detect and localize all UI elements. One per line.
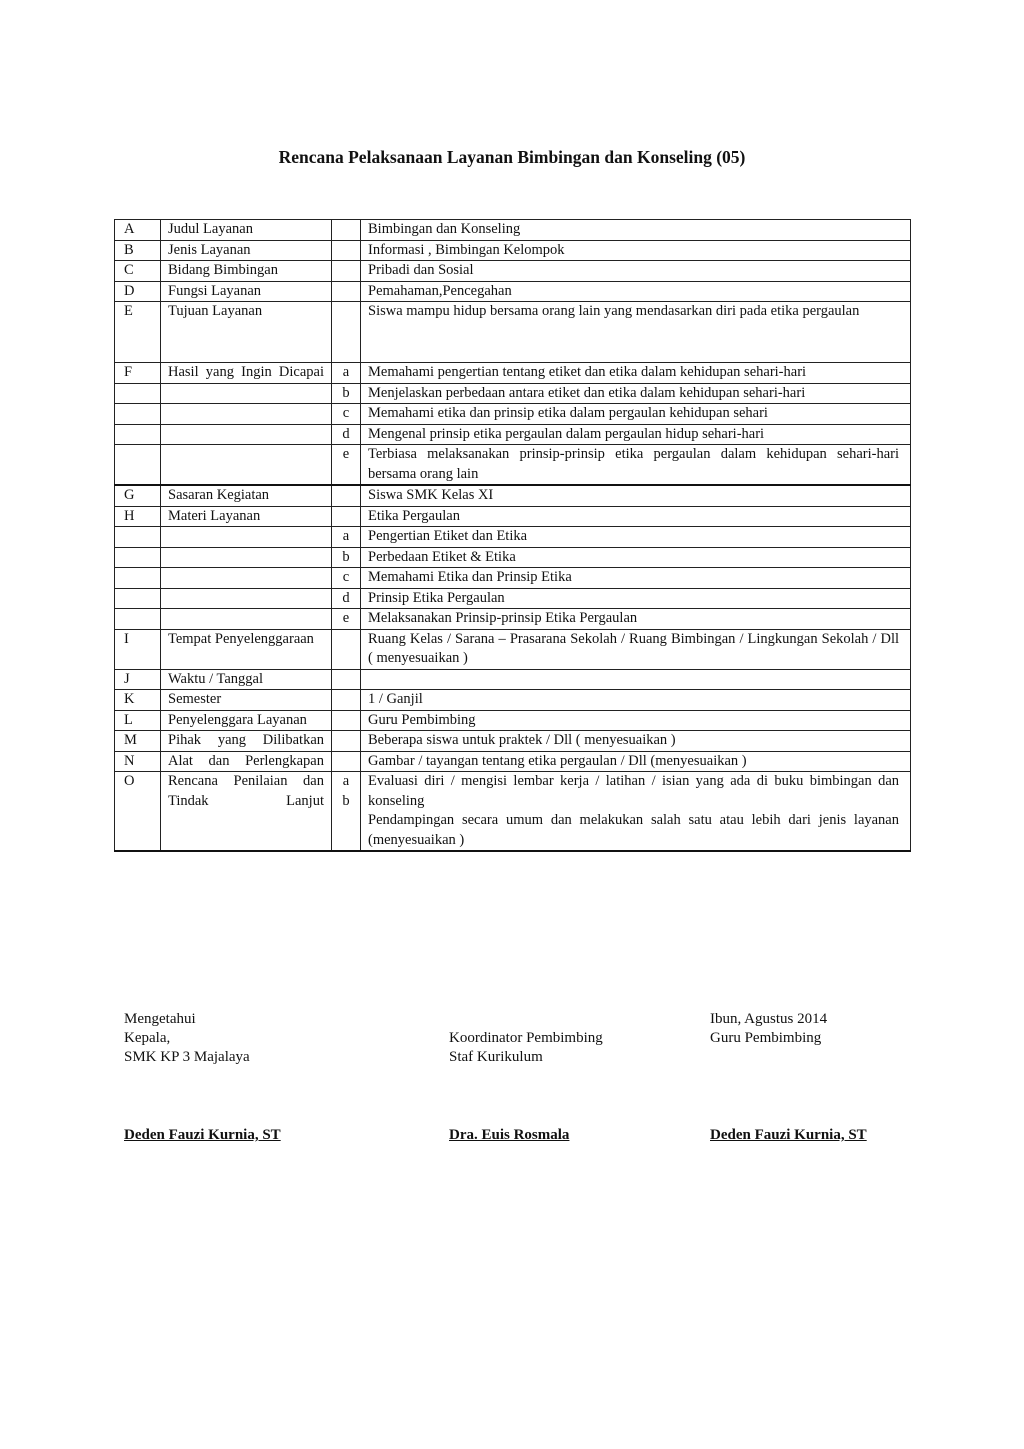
row-code: N [115,751,161,772]
row-code: M [115,731,161,752]
sig-right-line2: Guru Pembimbing [710,1030,822,1046]
row-value: Siswa SMK Kelas XI [361,485,911,506]
row-value [361,772,911,852]
row-value: Memahami etika dan prinsip etika dalam pergaulan kehidupan sehari [361,404,911,425]
table-row [115,669,911,690]
table-row [115,609,911,630]
row-code [115,609,161,630]
row-code: A [115,220,161,241]
row-sub [332,710,361,731]
row-label: Waktu / Tanggal [161,669,332,690]
row-code: C [115,261,161,282]
row-sub [332,261,361,282]
table-row [115,527,911,548]
row-sub [332,240,361,261]
row-code: J [115,669,161,690]
row-value-b: Pendampingan secara umum dan melakukan salah satu atau lebih dari jenis layanan (menyesuaikan ) [368,812,899,848]
table-row [115,772,911,852]
row-sub [332,669,361,690]
table-row [115,506,911,527]
row-sub [332,751,361,772]
table-row [115,363,911,384]
row-label [161,547,332,568]
row-sub: b [332,383,361,404]
row-value: Ruang Kelas / Sarana – Prasarana Sekolah / Ruang Bimbingan / Lingkungan Sekolah / Dll ( menyesuaikan ) [361,629,911,669]
row-sub: b [332,547,361,568]
row-label: Materi Layanan [161,506,332,527]
table-row [115,690,911,711]
row-value: Mengenal prinsip etika pergaulan dalam pergaulan hidup sehari-hari [361,424,911,445]
signature-block-middle [449,1029,603,1067]
row-value: Pemahaman,Pencegahan [361,281,911,302]
row-code: O [115,772,161,852]
table-row [115,424,911,445]
signature-block-right [710,1010,827,1048]
row-label: Fungsi Layanan [161,281,332,302]
row-value: Menjelaskan perbedaan antara etiket dan etika dalam kehidupan sehari-hari [361,383,911,404]
sig-middle-line2: Staf Kurikulum [449,1049,543,1065]
row-value: Etika Pergaulan [361,506,911,527]
row-sub: a b [332,772,361,852]
row-label: Hasil yang Ingin Dicapai [161,363,332,384]
row-sub: c [332,404,361,425]
row-code [115,445,161,486]
row-value: Memahami pengertian tentang etiket dan etika dalam kehidupan sehari-hari [361,363,911,384]
row-label: Pihak yang Dilibatkan [161,731,332,752]
table-row [115,568,911,589]
table-row [115,281,911,302]
row-code [115,568,161,589]
row-code: E [115,302,161,363]
row-value: Melaksanakan Prinsip-prinsip Etika Pergaulan [361,609,911,630]
row-value: Terbiasa melaksanakan prinsip-prinsip etika pergaulan dalam kehidupan sehari-hari bersama orang lain [361,445,911,486]
table-row [115,240,911,261]
row-code: L [115,710,161,731]
row-code: I [115,629,161,669]
row-code: G [115,485,161,506]
row-label: Sasaran Kegiatan [161,485,332,506]
row-code [115,383,161,404]
row-sub [332,690,361,711]
signatory-name-right: Deden Fauzi Kurnia, ST [710,1127,867,1143]
sig-left-line2: Kepala, [124,1030,171,1046]
row-label [161,527,332,548]
row-value: Prinsip Etika Pergaulan [361,588,911,609]
row-sub [332,281,361,302]
row-sub [332,506,361,527]
row-label [161,383,332,404]
row-label: Rencana Penilaian dan Tindak Lanjut [161,772,332,852]
table-row [115,547,911,568]
row-sub: d [332,424,361,445]
row-sub: e [332,445,361,486]
row-value: Memahami Etika dan Prinsip Etika [361,568,911,589]
row-value [361,669,911,690]
sig-middle-line1: Koordinator Pembimbing [449,1030,603,1046]
table-row [115,710,911,731]
table-row [115,629,911,669]
plan-table [114,219,911,852]
table-row [115,751,911,772]
row-sub: e [332,609,361,630]
table-row [115,220,911,241]
sig-right-line1: Ibun, Agustus 2014 [710,1011,828,1027]
row-code [115,527,161,548]
row-code [115,424,161,445]
table-row [115,445,911,486]
row-label [161,609,332,630]
row-sub: a [332,363,361,384]
table-row [115,261,911,282]
row-code: D [115,281,161,302]
table-row [115,404,911,425]
row-label: Tujuan Layanan [161,302,332,363]
table-row [115,383,911,404]
row-label [161,424,332,445]
sig-left-line1: Mengetahui [124,1011,196,1027]
row-code [115,547,161,568]
row-sub [332,220,361,241]
row-value: Informasi , Bimbingan Kelompok [361,240,911,261]
row-sub: a [332,527,361,548]
row-code: H [115,506,161,527]
table-row [115,485,911,506]
row-code: F [115,363,161,384]
row-value: Siswa mampu hidup bersama orang lain yang mendasarkan diri pada etika pergaulan [361,302,911,363]
row-value: Gambar / tayangan tentang etika pergaulan / Dll (menyesuaikan ) [361,751,911,772]
row-label: Jenis Layanan [161,240,332,261]
table-row [115,731,911,752]
row-label: Tempat Penyelenggaraan [161,629,332,669]
row-value: 1 / Ganjil [361,690,911,711]
row-value: Bimbingan dan Konseling [361,220,911,241]
row-value-a: Evaluasi diri / mengisi lembar kerja / latihan / isian yang ada di buku bimbingan dan konseling [368,773,899,809]
document-title: Rencana Pelaksanaan Layanan Bimbingan dan Konseling (05) [278,147,746,167]
row-label: Penyelenggara Layanan [161,710,332,731]
row-label [161,588,332,609]
row-label: Semester [161,690,332,711]
row-label: Bidang Bimbingan [161,261,332,282]
row-label [161,445,332,486]
row-value: Beberapa siswa untuk praktek / Dll ( menyesuaikan ) [361,731,911,752]
row-code [115,404,161,425]
row-code: B [115,240,161,261]
sig-left-line3: SMK KP 3 Majalaya [124,1049,250,1065]
row-value: Pribadi dan Sosial [361,261,911,282]
row-sub [332,629,361,669]
row-sub: d [332,588,361,609]
table-row [115,302,911,363]
row-value: Perbedaan Etiket & Etika [361,547,911,568]
row-label [161,568,332,589]
row-value: Pengertian Etiket dan Etika [361,527,911,548]
row-label [161,404,332,425]
row-sub [332,302,361,363]
signatory-name-middle: Dra. Euis Rosmala [449,1127,570,1143]
row-sub [332,485,361,506]
signature-block-left [124,1010,250,1067]
row-sub: c [332,568,361,589]
row-code: K [115,690,161,711]
row-value: Guru Pembimbing [361,710,911,731]
row-code [115,588,161,609]
row-label: Alat dan Perlengkapan [161,751,332,772]
row-label: Judul Layanan [161,220,332,241]
row-sub [332,731,361,752]
signatory-name-left: Deden Fauzi Kurnia, ST [124,1127,281,1143]
table-row [115,588,911,609]
